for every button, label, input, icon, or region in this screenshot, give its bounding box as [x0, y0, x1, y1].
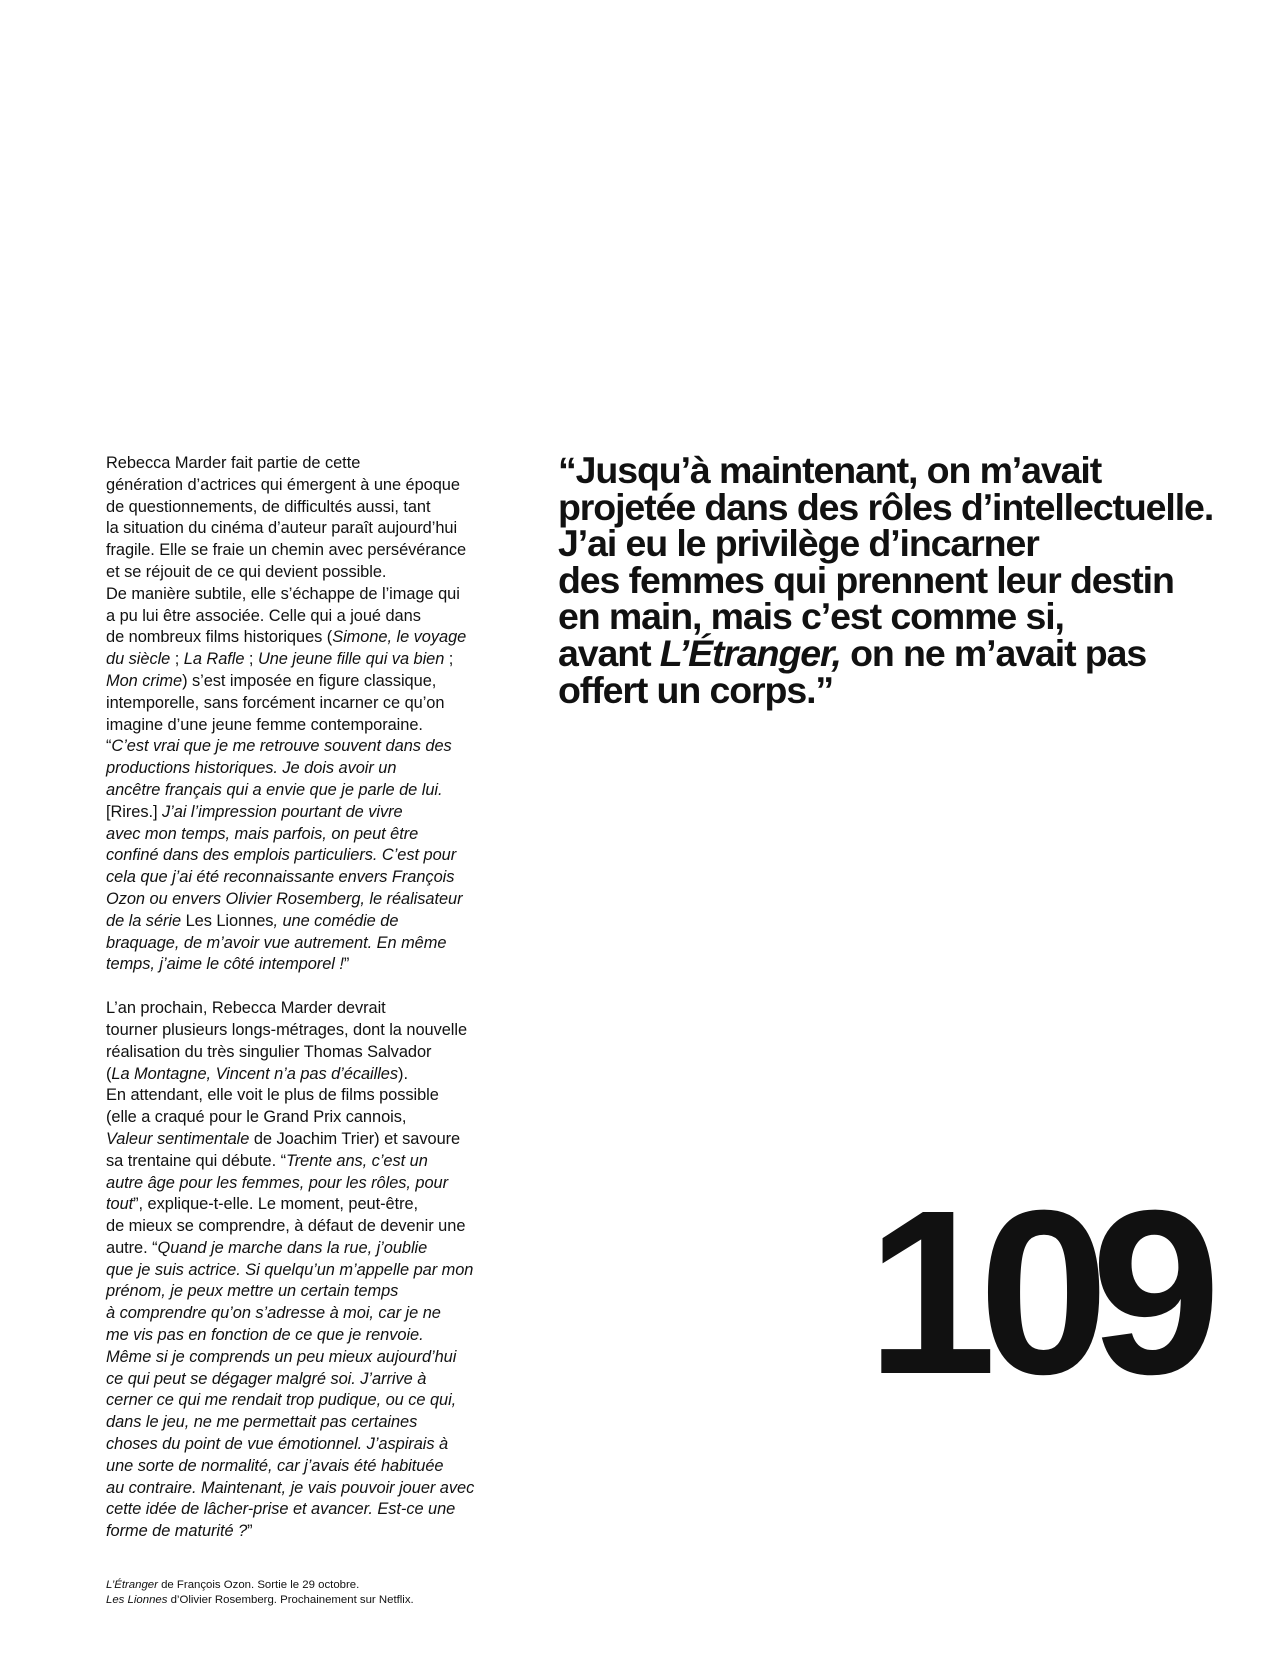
credit-line-etranger [106, 1578, 414, 1593]
text-line [106, 1151, 536, 1173]
text-line [106, 627, 536, 649]
quote-text: , une comédie de [273, 911, 399, 930]
text-line [106, 889, 536, 911]
quote-text: choses du point de vue émotionnel. J’aspirais à [106, 1435, 449, 1454]
quote-text: une sorte de normalité, car j’avais été habituée [106, 1456, 444, 1475]
quote-text: cette idée de lâcher-prise et avancer. Est-ce une [106, 1500, 456, 1519]
article-body-column [106, 453, 536, 1543]
text-line [106, 1325, 536, 1347]
film-title: La Montagne, Vincent n’a pas d’écailles [111, 1064, 399, 1083]
quote-text: avec mon temps, mais parfois, on peut être [106, 824, 419, 843]
quote-text: dans le jeu, ne me permettait pas certaines [106, 1413, 418, 1432]
text-run: de nombreux films historiques ( [106, 628, 333, 647]
text-line: Rebecca Marder fait partie de cette [106, 454, 361, 472]
quote-text: autre âge pour les femmes, pour les rôles, pour [106, 1173, 449, 1192]
quote-text: confiné dans des emplois particuliers. C’est pour [106, 846, 457, 865]
quote-text: tout [106, 1195, 134, 1214]
text-run: avant [558, 631, 660, 674]
credit-line-lionnes [106, 1593, 414, 1608]
film-title: Valeur sentimentale [106, 1129, 250, 1148]
text-run: sa trentaine qui débute. “ [106, 1151, 287, 1170]
text-line [106, 780, 536, 802]
text-line [106, 1238, 536, 1260]
text-run: ; [170, 650, 184, 669]
text-line: tourner plusieurs longs-métrages, dont la nouvelle [106, 1020, 468, 1039]
film-title: L’Étranger [106, 1579, 158, 1591]
text-line: réalisation du très singulier Thomas Salvador [106, 1042, 432, 1061]
quote-text: forme de maturité ? [106, 1522, 248, 1541]
quote-text: de la série [106, 911, 186, 930]
text-run: d’Olivier Rosemberg. Prochainement sur Netflix. [167, 1594, 414, 1606]
text-line [106, 911, 536, 933]
quote-text: Trente ans, c’est un [286, 1151, 428, 1170]
text-line [106, 1390, 536, 1412]
pull-quote-line: des femmes qui prennent leur destin [558, 558, 1174, 601]
text-run: ) s’est imposée en figure classique, [182, 671, 437, 690]
text-line [106, 1303, 536, 1325]
series-title: Les Lionnes [106, 1594, 168, 1606]
pull-quote-line: projetée dans des rôles d’intellectuelle. [558, 485, 1214, 528]
quote-text: au contraire. Maintenant, je vais pouvoir jouer avec [106, 1478, 475, 1497]
quote-text: productions historiques. Je dois avoir un [106, 759, 397, 778]
pull-quote-line: “Jusqu’à maintenant, on m’avait [558, 449, 1102, 491]
text-run: “ [106, 737, 112, 756]
text-run: ”, explique-t-elle. Le moment, peut-être, [133, 1195, 419, 1214]
text-line [106, 736, 536, 758]
pull-quote-line [558, 631, 1218, 674]
quote-text: ancêtre français qui a envie que je parle de lui. [106, 780, 443, 799]
text-line: génération d’actrices qui émergent à une époque [106, 475, 460, 494]
text-run: de François Ozon. Sortie le 29 octobre. [157, 1579, 360, 1591]
text-line [106, 1260, 536, 1282]
text-line: de questionnements, de difficultés aussi, tant [106, 497, 431, 516]
quote-text: que je suis actrice. Si quelqu’un m’appelle par mon [106, 1260, 474, 1279]
text-line [106, 824, 536, 846]
film-title: Simone, le voyage [332, 628, 467, 647]
text-line [106, 1412, 536, 1434]
text-run: ” [247, 1522, 253, 1541]
text-line [106, 649, 536, 671]
credits [106, 1578, 414, 1608]
text-run: de Joachim Trier) et savoure [249, 1129, 461, 1148]
text-run: ” [343, 955, 350, 974]
paragraph-next-projects [106, 998, 536, 1543]
text-line: et se réjouit de ce qui devient possible. [106, 562, 387, 581]
text-line: L’an prochain, Rebecca Marder devrait [106, 999, 386, 1018]
text-line [106, 1499, 536, 1521]
quote-text: ce qui peut se dégager malgré soi. J’arrive à [106, 1369, 427, 1388]
series-title: Les Lionnes [185, 911, 274, 930]
quote-text: Ozon ou envers Olivier Rosemberg, le réalisateur [106, 889, 463, 908]
quote-text: Quand je marche dans la rue, j’oublie [157, 1238, 428, 1257]
film-title: La Rafle [183, 650, 245, 669]
text-line [106, 1456, 536, 1478]
quote-text: cela que j’ai été reconnaissante envers François [106, 868, 455, 887]
text-line [106, 1173, 536, 1195]
quote-text: prénom, je peux mettre un certain temps [106, 1282, 399, 1301]
film-title: Une jeune fille qui va bien [257, 650, 445, 669]
text-line: (elle a craqué pour le Grand Prix cannois, [106, 1108, 407, 1127]
quote-text: J’ai l’impression pourtant de vivre [162, 802, 403, 821]
pull-quote-line: offert un corps.” [558, 668, 834, 711]
quote-text: temps, j’aime le côté intemporel ! [106, 955, 344, 974]
text-line [106, 758, 536, 780]
text-line [106, 1434, 536, 1456]
text-line: la situation du cinéma d’auteur paraît aujourd’hui [106, 519, 458, 538]
text-run: ( [106, 1064, 112, 1083]
paragraph-quote-historical [106, 736, 536, 976]
text-line [106, 1347, 536, 1369]
quote-text: braquage, de m’avoir vue autrement. En même [106, 933, 447, 952]
text-line [106, 845, 536, 867]
text-line [106, 1478, 536, 1500]
quote-text: me vis pas en fonction de ce que je renvoie. [106, 1326, 424, 1345]
text-line [106, 1129, 536, 1151]
text-line [106, 1369, 536, 1391]
text-line [106, 1281, 536, 1303]
quote-text: cerner ce qui me rendait trop pudique, ou ce qui, [106, 1391, 457, 1410]
quote-text: C’est vrai que je me retrouve souvent dans des [111, 737, 452, 756]
text-line [106, 1194, 536, 1216]
text-line: De manière subtile, elle s’échappe de l’image qui [106, 584, 460, 603]
text-line [106, 867, 536, 889]
text-line [106, 933, 536, 955]
pull-quote-line: J’ai eu le privilège d’incarner [558, 522, 1039, 565]
paragraph-intro [106, 453, 536, 736]
quote-text: Même si je comprends un peu mieux aujourd’hui [106, 1347, 457, 1366]
text-line: intemporelle, sans forcément incarner ce qu’on [106, 693, 445, 712]
film-title: Mon crime [106, 671, 183, 690]
text-run: ; [244, 650, 258, 669]
film-title: du siècle [106, 650, 171, 669]
text-line [106, 954, 536, 976]
page-number: 109 [866, 1161, 1203, 1423]
text-run: [Rires.] [106, 802, 163, 821]
text-line: fragile. Elle se fraie un chemin avec persévérance [106, 541, 467, 560]
pull-quote [558, 449, 1218, 711]
paragraph-spacer [106, 976, 536, 998]
text-run: ). [398, 1064, 408, 1083]
text-line [106, 671, 536, 693]
text-line: imagine d’une jeune femme contemporaine. [106, 715, 423, 734]
pull-quote-line: en main, mais c’est comme si, [558, 595, 1064, 638]
text-line: En attendant, elle voit le plus de films possible [106, 1086, 439, 1105]
text-run: on ne m’avait pas [840, 631, 1147, 674]
text-line [106, 1064, 536, 1086]
text-line [106, 1521, 536, 1543]
text-line [106, 802, 536, 824]
quote-text: à comprendre qu’on s’adresse à moi, car je ne [106, 1304, 441, 1323]
text-run: autre. “ [106, 1238, 158, 1257]
film-title: L’Étranger, [659, 631, 841, 674]
text-run: ; [444, 650, 454, 669]
text-line: de mieux se comprendre, à défaut de devenir une [106, 1217, 466, 1236]
text-line: a pu lui être associée. Celle qui a joué dans [106, 606, 421, 625]
